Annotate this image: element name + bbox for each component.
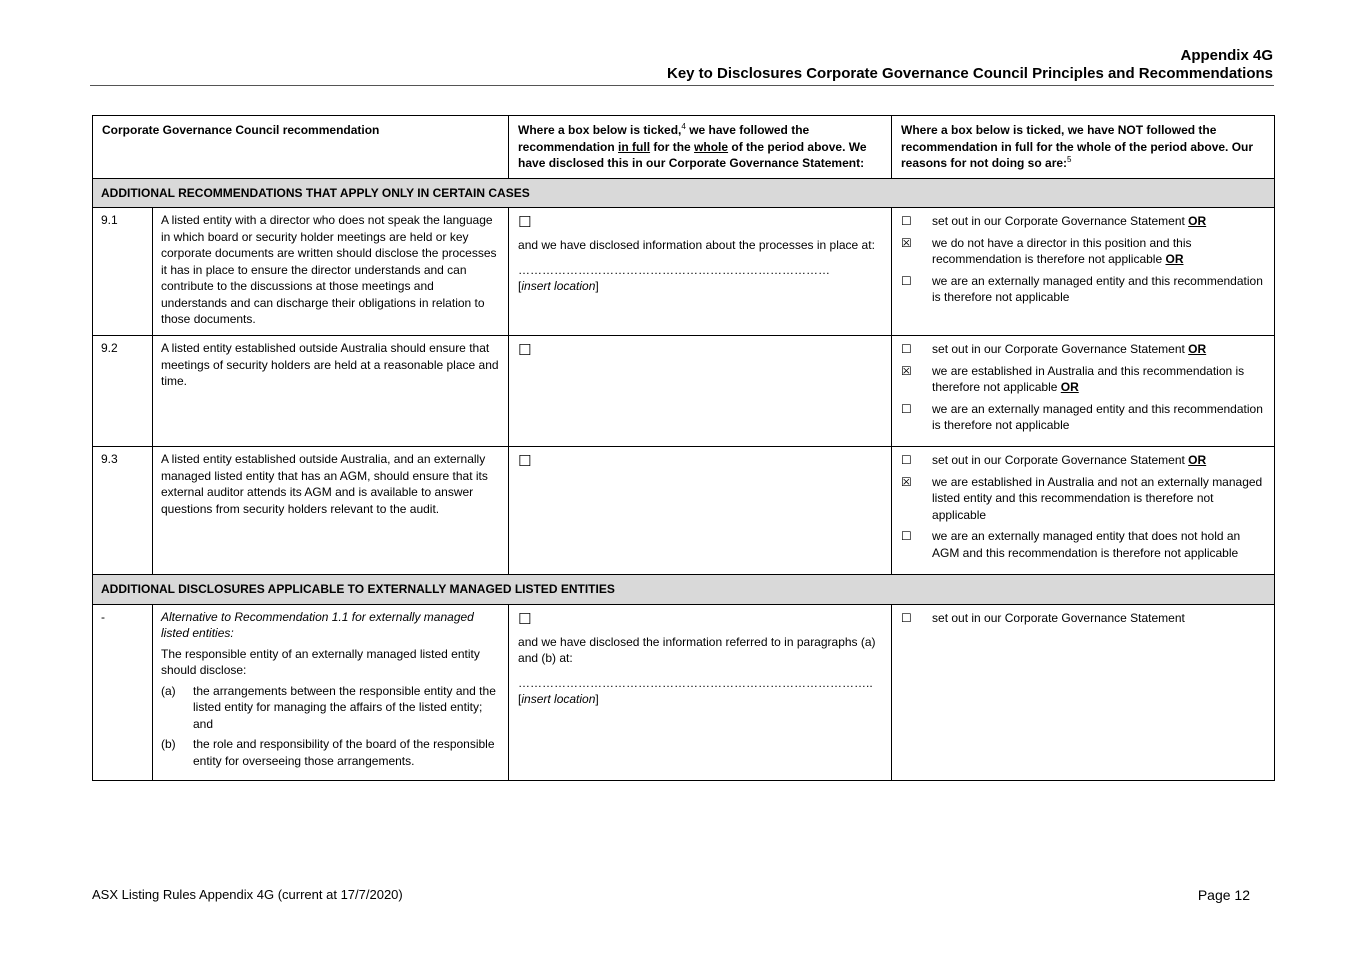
- not-followed-cell: [892, 336, 1275, 447]
- rec-number: 9.1: [93, 208, 153, 336]
- location-blank[interactable]: ……………………………………………………………………: [518, 262, 831, 277]
- location-placeholder: [insert location]: [518, 692, 599, 706]
- rec-sub-item: (b) the role and responsibility of the board of the responsible entity for overseeing those arrangements.: [161, 737, 495, 768]
- followed-checkbox[interactable]: ☐: [518, 452, 532, 470]
- rec-body: The responsible entity of an externally managed listed entity should disclose:: [161, 646, 480, 677]
- option-not-applicable: ☒ we are established in Australia and this recommendation is therefore not applicable OR: [901, 363, 1245, 394]
- col-header-not-followed: Where a box below is ticked, we have NOT followed the recommendation in full for the whole of the period above. Our reasons for not doing so are:$^5$: [892, 116, 1275, 179]
- location-blank[interactable]: ……………………………………………………………………………..: [518, 675, 873, 690]
- not-followed-cell: [892, 447, 1275, 575]
- followed-cell: [509, 604, 892, 780]
- rec-intro: Alternative to Recommendation 1.1 for externally managed listed entities:: [161, 609, 474, 640]
- footer-document-reference: ASX Listing Rules Appendix 4G (current at 17/7/2020): [92, 887, 403, 902]
- location-placeholder: [insert location]: [518, 279, 599, 293]
- footer-page-number: Page 12: [1197, 887, 1250, 903]
- option-statement: ☐ set out in our Corporate Governance Statement OR: [901, 453, 1207, 467]
- table-row: [93, 208, 1275, 336]
- option-statement: ☐ set out in our Corporate Governance Statement OR: [901, 342, 1207, 356]
- followed-checkbox[interactable]: ☐: [518, 341, 532, 359]
- page-title: Appendix 4G: [1180, 47, 1273, 64]
- col-header-recommendation: Corporate Governance Council recommendation: [93, 116, 509, 179]
- disclosure-text: and we have disclosed information about the processes in place at:: [518, 238, 875, 252]
- table-row: [93, 447, 1275, 575]
- option-checkbox[interactable]: ☐: [901, 273, 912, 288]
- rec-text: A listed entity established outside Australia, and an externally managed listed entity that has an AGM, should ensure that its external auditor attends its AGM and is available to answer questions from security holders relevant to the audit.: [153, 447, 509, 575]
- option-checkbox[interactable]: ☐: [901, 214, 912, 228]
- rec-text: A listed entity established outside Australia should ensure that meetings of security holders are held at a reasonable place and time.: [153, 336, 509, 447]
- not-followed-cell: [892, 208, 1275, 336]
- section-row-certain-cases: [93, 178, 1275, 208]
- followed-cell: [509, 208, 892, 336]
- table-header-row: [93, 116, 1275, 179]
- section-heading: ADDITIONAL RECOMMENDATIONS THAT APPLY ONLY IN CERTAIN CASES: [93, 178, 1275, 208]
- disclosure-text: and we have disclosed the information referred to in paragraphs (a) and (b) at:: [518, 634, 876, 665]
- rec-number: -: [93, 604, 153, 780]
- option-not-applicable: ☒ we are established in Australia and not an externally managed listed entity and this recommendation is therefore not applicable: [901, 474, 1263, 522]
- option-checkbox[interactable]: ☐: [901, 342, 912, 356]
- followed-checkbox[interactable]: ☐: [518, 213, 532, 231]
- section-heading: ADDITIONAL DISCLOSURES APPLICABLE TO EXTERNALLY MANAGED LISTED ENTITIES: [93, 575, 1275, 605]
- followed-checkbox[interactable]: ☐: [518, 609, 532, 628]
- followed-cell: [509, 336, 892, 447]
- header-divider: [90, 85, 1274, 86]
- table-row: [93, 604, 1275, 780]
- option-statement: ☐ set out in our Corporate Governance Statement OR: [901, 214, 1207, 228]
- rec-number: 9.3: [93, 447, 153, 575]
- option-checkbox[interactable]: ☐: [901, 610, 912, 625]
- option-not-applicable: ☒ we do not have a director in this position and this recommendation is therefore not applicable OR: [901, 235, 1192, 266]
- followed-cell: [509, 447, 892, 575]
- not-followed-cell: [892, 604, 1275, 780]
- option-checkbox-checked[interactable]: ☒: [901, 474, 912, 489]
- page-subtitle: Key to Disclosures Corporate Governance Council Principles and Recommendations: [667, 65, 1273, 82]
- section-row-externally-managed: [93, 575, 1275, 605]
- rec-text: [153, 604, 509, 780]
- option-checkbox-checked[interactable]: ☒: [901, 363, 912, 378]
- col-header-followed: Where a box below is ticked,$^4$ we have followed the recommendation in full for the whole of the period above. We have disclosed this in our Corporate Governance Statement:: [509, 116, 892, 179]
- option-checkbox[interactable]: ☐: [901, 401, 912, 416]
- option-externally-managed: ☐ we are an externally managed entity and this recommendation is therefore not applicable: [901, 273, 1263, 304]
- option-checkbox-checked[interactable]: ☒: [901, 235, 912, 250]
- option-statement: ☐ set out in our Corporate Governance Statement: [901, 610, 1185, 625]
- governance-table: [92, 115, 1275, 781]
- rec-sub-item: (a) the arrangements between the responsible entity and the listed entity for managing the affairs of the listed entity; and: [161, 683, 496, 731]
- option-externally-managed: ☐ we are an externally managed entity and this recommendation is therefore not applicable: [901, 401, 1263, 432]
- page-header: [667, 47, 1273, 83]
- table-row: [93, 336, 1275, 447]
- option-checkbox[interactable]: ☐: [901, 453, 912, 467]
- option-externally-managed: ☐ we are an externally managed entity that does not hold an AGM and this recommendation is therefore not applicable: [901, 529, 1241, 560]
- option-checkbox[interactable]: ☐: [901, 529, 912, 543]
- rec-text: A listed entity with a director who does not speak the language in which board or security holder meetings are held or key corporate documents are written should disclose the processes it has in place to ensure the director understands and can contribute to the discussions at those meetings and understands and can discharge their obligations in relation to those documents.: [153, 208, 509, 336]
- rec-number: 9.2: [93, 336, 153, 447]
